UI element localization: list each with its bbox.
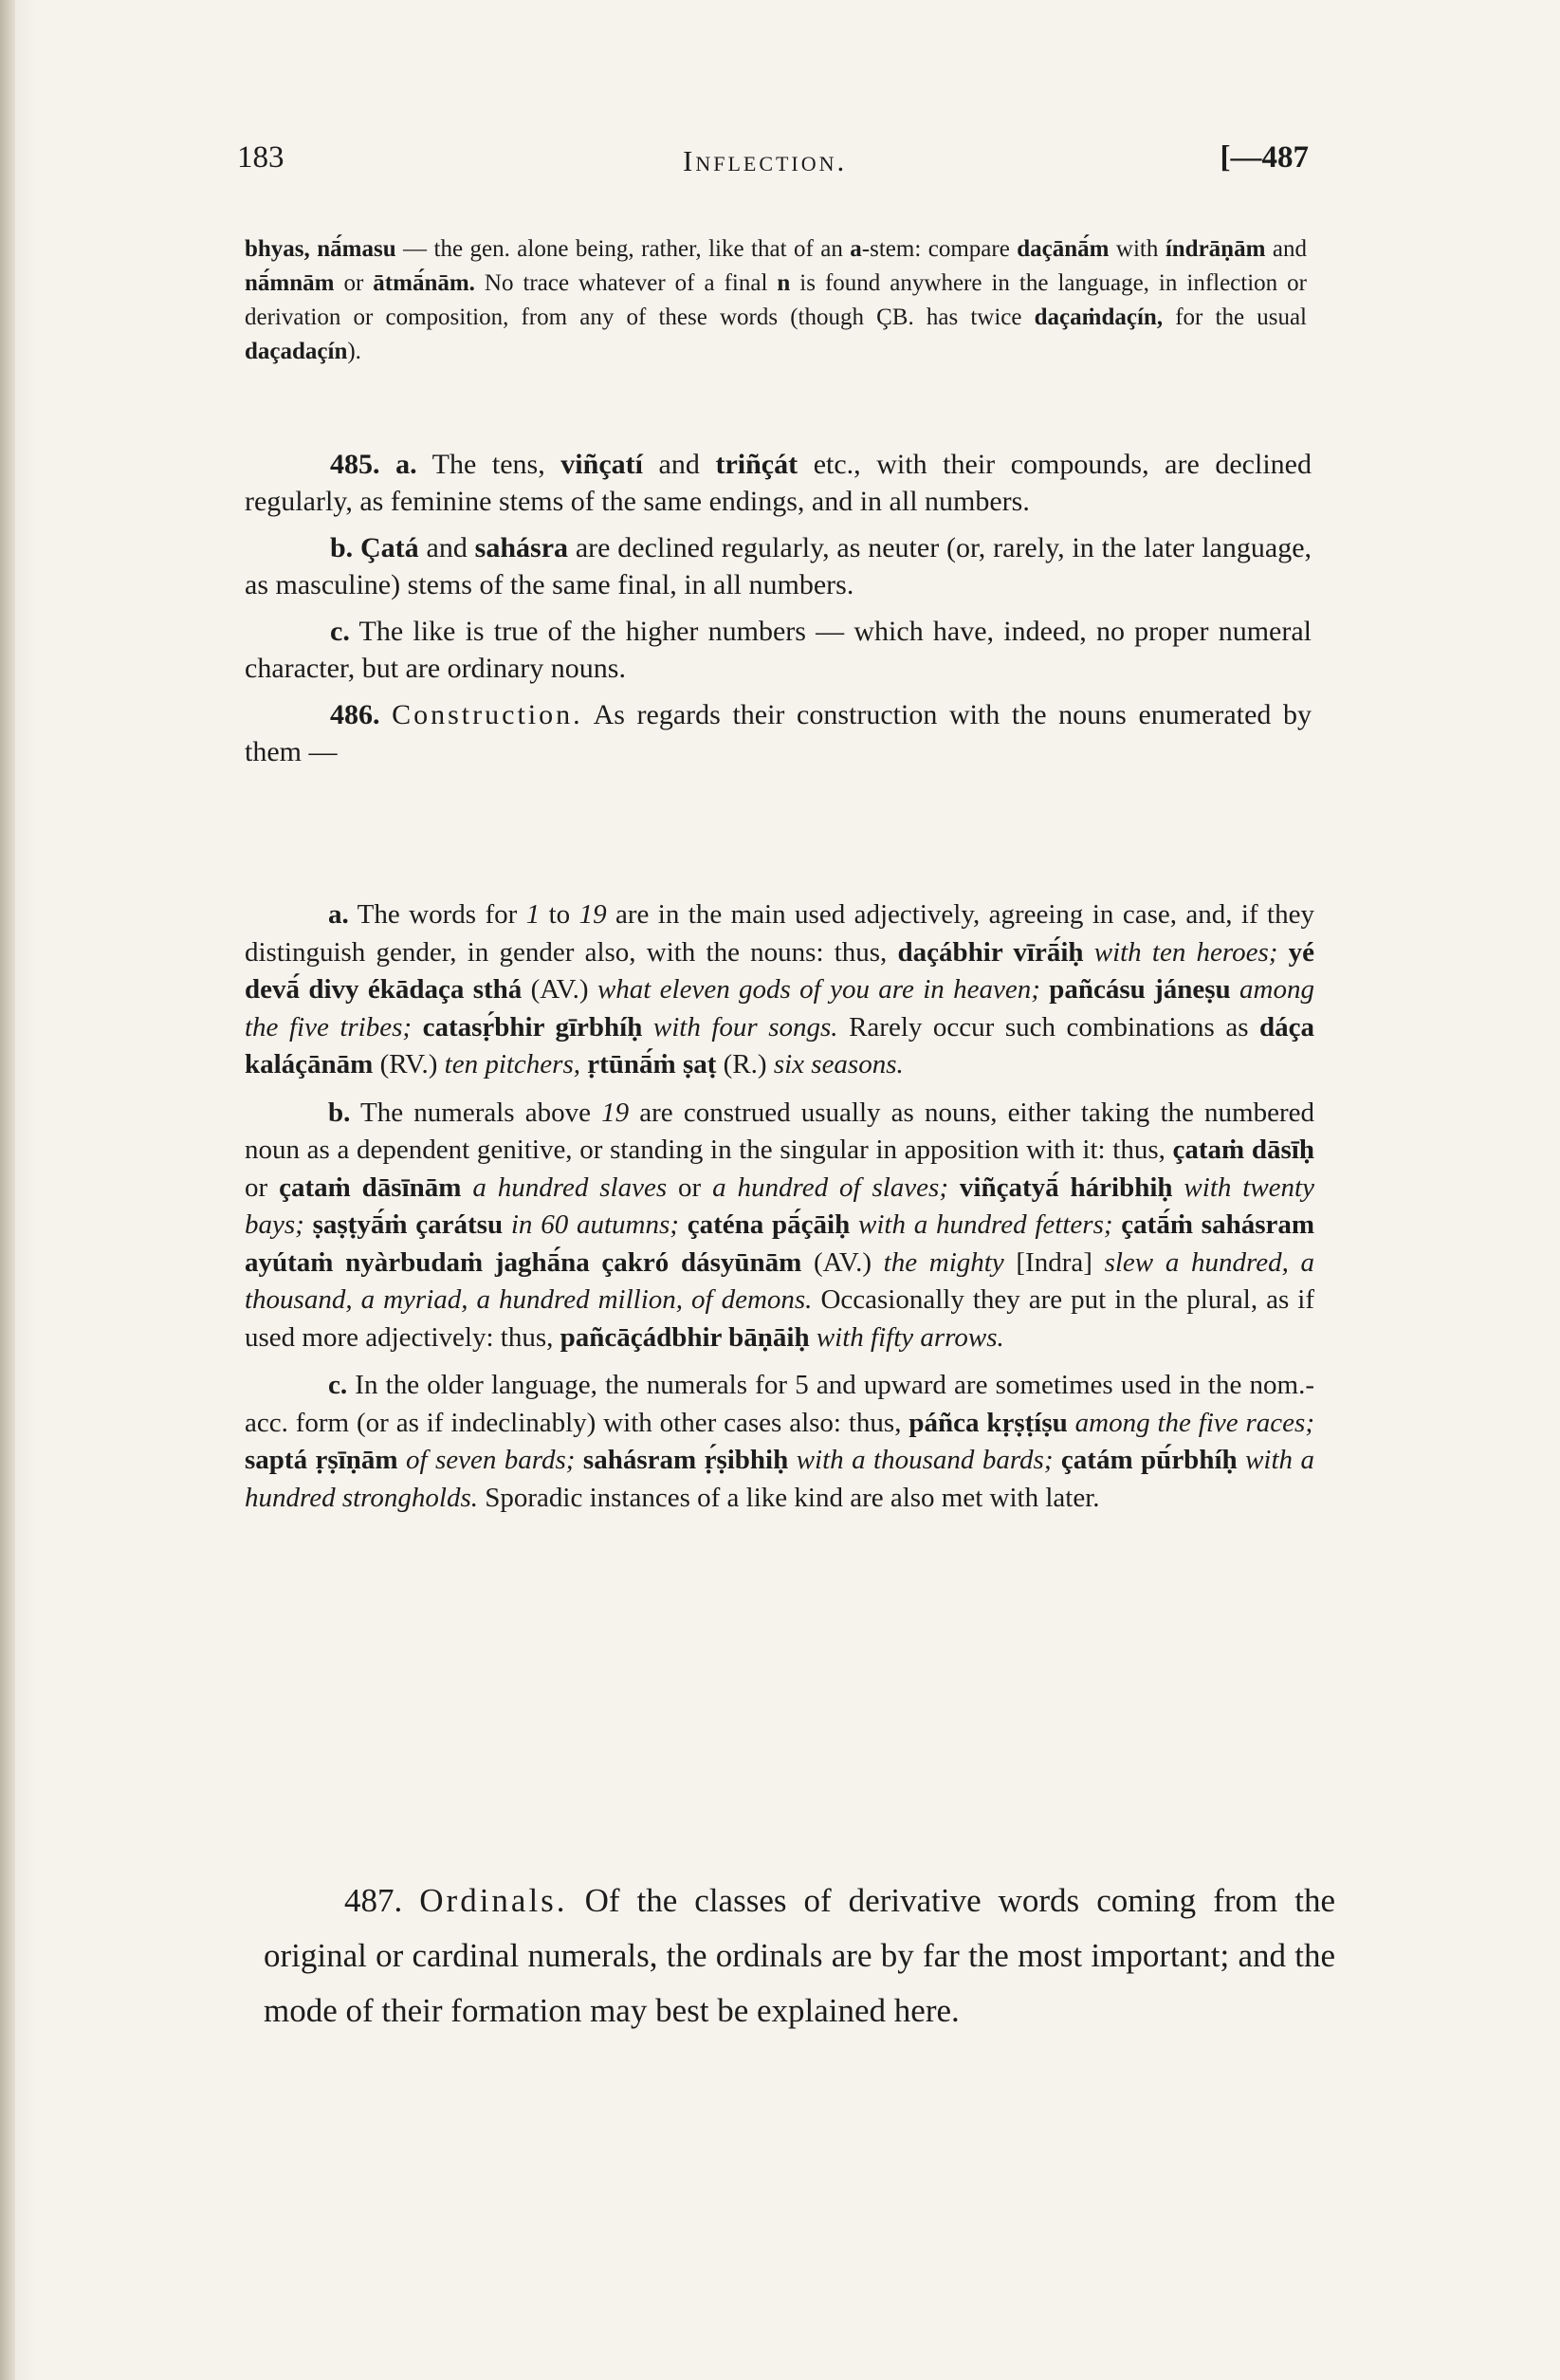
italic-run: among the five races;	[1067, 1407, 1314, 1438]
sanskrit-word: çataṁ dāsīḥ	[1172, 1135, 1314, 1165]
paragraph-486a	[245, 896, 1314, 1084]
text-run: (R.)	[716, 1049, 774, 1079]
text-run: As regards their construction with the nouns enumerated by them —	[245, 699, 1312, 767]
paragraph-485c	[245, 613, 1312, 687]
paragraph-486b	[245, 1095, 1314, 1357]
text-run: The tens,	[416, 449, 561, 480]
text-run: are in the main used adjectively, agreeing in case, and, if they distinguish gender, in gender also, with the nouns: thus,	[245, 899, 1314, 968]
sanskrit-word: yé devā́ divy ékādaça sthá	[245, 936, 1315, 1005]
text-run: and upward are sometimes used in the nom.-acc. form (or as if indeclinably) with other cases also: thus,	[245, 1370, 1314, 1438]
sanskrit-word: saptá ṛṣīṇām	[245, 1445, 398, 1475]
sanskrit-word: catasṛ́bhir gīrbhíḥ	[412, 1011, 643, 1042]
italic-run: slew a hundred, a thousand, a myriad, a hundred million, of demons.	[245, 1246, 1315, 1315]
sanskrit-word: ātmā́nām.	[373, 270, 475, 296]
sanskrit-word: dáça kaláçānām	[245, 1011, 1315, 1079]
section-number: 485.	[330, 449, 380, 480]
text-run: No trace whatever of a final	[474, 270, 778, 296]
text-run: Of the classes of derivative words coming from the original or cardinal numerals, the ordinals are by far the most important; and the mode of their formation may best be explained here.	[264, 1882, 1335, 2029]
section-487	[264, 1873, 1335, 2039]
text-run: or	[667, 1172, 713, 1203]
paragraph-486-intro	[245, 696, 1312, 770]
text-run: (RV.)	[373, 1049, 445, 1079]
paragraph-485b	[245, 529, 1312, 603]
section-marker: [—487	[1220, 140, 1309, 175]
subsection-label: c.	[330, 616, 350, 647]
italic-run: a hundred of slaves;	[712, 1172, 948, 1203]
text-run: ).	[347, 339, 361, 364]
section-486-subsections	[245, 896, 1314, 1527]
section-heading: Construction.	[392, 699, 583, 730]
section-485	[245, 446, 1312, 780]
text-run: are construed usually as nouns, either taking the numbered noun as a dependent genitive, or standing in the singular in apposition with it: thus,	[245, 1097, 1315, 1165]
italic-run: 19	[578, 899, 607, 930]
sanskrit-word: sahásram ṛ́ṣibhiḥ	[575, 1445, 789, 1475]
italic-run: a hundred slaves	[461, 1172, 668, 1203]
sanskrit-word: pañcásu jáneṣu	[1039, 974, 1231, 1005]
paragraph-486c	[245, 1367, 1314, 1517]
sanskrit-word: índrāṇām	[1165, 236, 1266, 262]
sanskrit-word: viñçatyā́ háribhiḥ	[947, 1172, 1173, 1203]
text-run: The numerals above	[350, 1097, 602, 1128]
section-heading: Ordinals.	[419, 1882, 568, 1919]
text-run: The like is true of the higher numbers — which have, indeed, no proper numeral character, but are ordinary nouns.	[245, 616, 1312, 684]
paragraph-485a	[245, 446, 1312, 520]
sanskrit-word: daçānā́m	[1017, 236, 1110, 262]
subsection-label: c.	[328, 1370, 348, 1400]
italic-run: with four songs.	[642, 1011, 838, 1042]
italic-run: with a hundred strongholds.	[245, 1445, 1314, 1513]
text-run: is found anywhere in the language, in inflection or derivation or composition, from any of these words (though ÇB. has twice	[245, 270, 1307, 330]
text-run: are declined regularly, as neuter (or, rarely, in the later language, as masculine) stems of the same final, in all numbers.	[245, 532, 1312, 600]
subsection-label: b.	[328, 1097, 351, 1128]
sanskrit-word: sahásra	[474, 532, 569, 563]
text-run: etc., with their compounds, are declined regularly, as feminine stems of the same endings, and in all numbers.	[245, 449, 1312, 517]
italic-run: with a hundred fetters;	[850, 1209, 1113, 1240]
page-number: 183	[237, 140, 284, 175]
italic-run: with fifty arrows.	[809, 1321, 1004, 1353]
text-run: Rarely occur such combinations as	[837, 1011, 1260, 1042]
italic-run: what eleven gods of you are in heaven;	[596, 974, 1040, 1005]
text-run: Sporadic instances of a like kind are also met with later.	[477, 1482, 1100, 1513]
sanskrit-word: çataṁ dāsīnām	[279, 1172, 462, 1203]
section-number: 486.	[330, 699, 380, 730]
italic-run: in 60 autumns;	[503, 1209, 679, 1240]
sanskrit-word: a	[850, 236, 862, 262]
italic-run: among the five tribes;	[245, 974, 1314, 1042]
text-run: to	[540, 899, 579, 930]
italic-run: 19	[601, 1097, 630, 1128]
italic-run: with twenty bays;	[245, 1172, 1314, 1240]
sanskrit-word: daçadaçín	[245, 339, 348, 364]
italic-run: 1	[525, 899, 541, 930]
running-title: Inflection.	[683, 144, 848, 177]
sanskrit-word: çatā́ṁ sahásram ayútaṁ nyàrbudaṁ jaghā́na çakró dásyūnām	[245, 1209, 1315, 1278]
text-run: or	[245, 1172, 280, 1203]
italic-run: of seven bards;	[397, 1445, 576, 1475]
continuation-paragraph	[245, 232, 1307, 369]
text-run: or	[334, 270, 374, 296]
sanskrit-word: ṛtūnā́ṁ ṣaṭ	[580, 1049, 717, 1079]
italic-run: with a thousand bards;	[788, 1445, 1054, 1475]
page-header	[237, 140, 1309, 197]
page-binding-edge	[0, 0, 15, 2380]
text-run: Occasionally they are put in the plural, as if used more adjectively: thus,	[245, 1284, 1314, 1353]
text-run: and	[418, 532, 475, 563]
text-run: with	[1109, 236, 1165, 262]
italic-run: ten pitchers,	[444, 1049, 580, 1079]
text-run: [Indra]	[1003, 1246, 1105, 1278]
sanskrit-word: daçaṁdaçín,	[1034, 304, 1164, 330]
sanskrit-word: triñçát	[715, 449, 798, 480]
text-run: -stem: compare	[861, 236, 1018, 262]
sanskrit-word: daçábhir vīrā́iḥ	[897, 936, 1084, 968]
text-run: (AV.)	[522, 974, 597, 1005]
subsection-label: a.	[395, 449, 417, 480]
text-run: The words for	[348, 899, 526, 930]
italic-run: six seasons.	[773, 1049, 904, 1079]
sanskrit-word: viñçatí	[560, 449, 643, 480]
sanskrit-word: páñca kṛṣṭíṣu	[908, 1407, 1068, 1438]
text-run: and	[1265, 236, 1307, 262]
paragraph-487	[264, 1873, 1335, 2039]
section-number: 487.	[344, 1882, 403, 1919]
text-run: In the older language, the numerals for	[347, 1370, 796, 1400]
sanskrit-word: pañcāçádbhir bāṇāiḥ	[560, 1321, 810, 1353]
text-run: — the gen. alone being, rather, like that of an	[395, 236, 851, 262]
italic-run: the mighty	[883, 1246, 1004, 1278]
numeral: 5	[795, 1370, 809, 1400]
sanskrit-word: bhyas, nā́masu	[245, 236, 396, 262]
sanskrit-word: nā́mnām	[245, 270, 335, 296]
italic-run: with ten heroes;	[1083, 936, 1278, 968]
subsection-label: b.	[330, 532, 354, 563]
sanskrit-word: n	[777, 270, 791, 296]
sanskrit-word: çaténa pā́çāiḥ	[678, 1209, 851, 1240]
text-run: (AV.)	[801, 1246, 884, 1278]
sanskrit-word: çatám pū́rbhíḥ	[1053, 1445, 1238, 1475]
text-run: and	[642, 449, 716, 480]
sanskrit-word: Çatá	[353, 532, 419, 563]
sanskrit-word: ṣaṣṭyā́ṁ çarátsu	[303, 1209, 504, 1240]
subsection-label: a.	[328, 899, 349, 930]
text-run: for the usual	[1163, 304, 1307, 330]
